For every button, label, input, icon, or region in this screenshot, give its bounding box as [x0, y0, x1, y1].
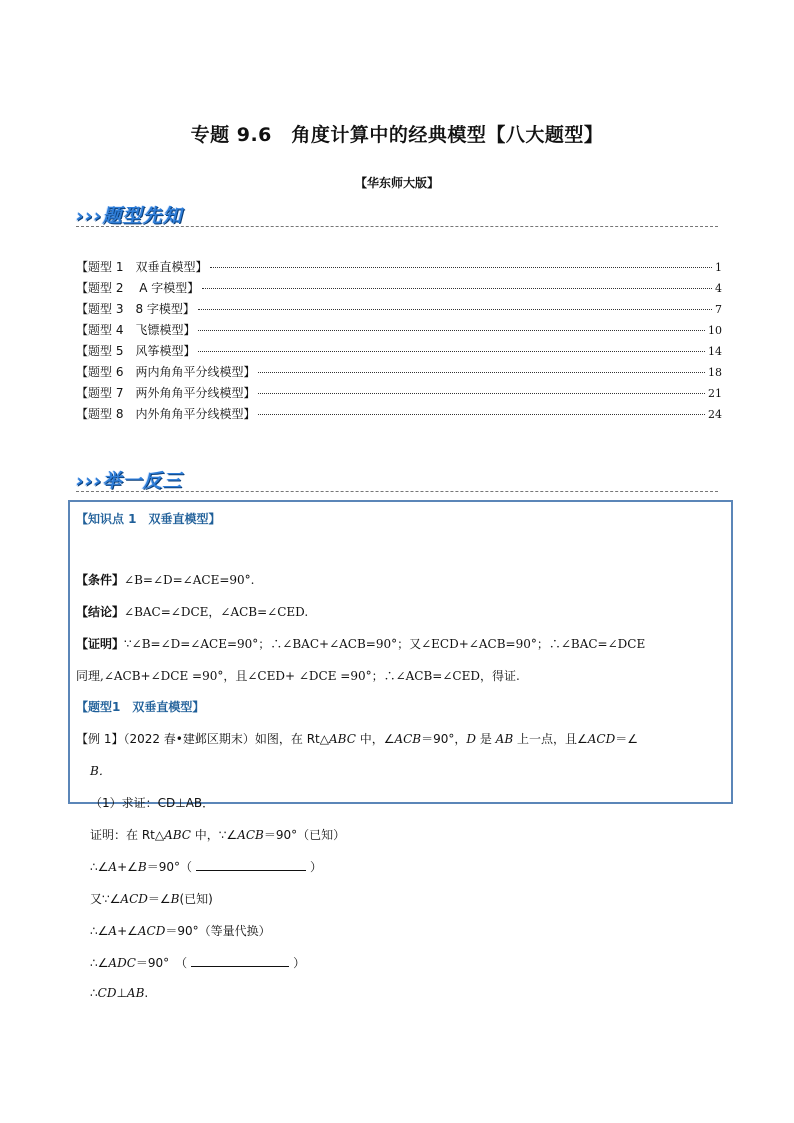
toc-page-number: 24: [708, 408, 722, 421]
toc-page-number: 4: [715, 282, 722, 295]
toc-row[interactable]: 【题型 1 双垂直模型】 1: [76, 260, 722, 274]
toc-page-number: 14: [708, 345, 722, 358]
toc-row[interactable]: 【题型 3 8 字模型】 7: [76, 302, 722, 316]
toc-page-number: 21: [708, 387, 722, 400]
toc-row[interactable]: 【题型 5 风筝模型】 14: [76, 344, 722, 358]
page-title: 专题 9.6 角度计算中的经典模型【八大题型】: [190, 124, 604, 146]
answer-blank[interactable]: [196, 858, 306, 871]
toc-row[interactable]: 【题型 7 两外角角平分线模型】 21: [76, 386, 722, 400]
toc-row[interactable]: 【题型 4 飞镖模型】 10: [76, 323, 722, 337]
page-subtitle: 【华东师大版】: [354, 176, 439, 190]
condition-label: 【条件】: [76, 573, 125, 587]
question-type-heading: 【题型1 双垂直模型】: [76, 700, 205, 714]
examples-banner-label: ›››举一反三: [76, 470, 183, 492]
toc-row[interactable]: 【题型 2 A 字模型】 4: [76, 281, 722, 295]
conclusion-line: [76, 603, 308, 620]
examples-banner: [76, 466, 718, 492]
toc-row[interactable]: 【题型 8 内外角角平分线模型】 24: [76, 407, 722, 421]
conclusion-label: 【结论】: [76, 605, 125, 619]
toc-row[interactable]: 【题型 6 两内角角平分线模型】 18: [76, 365, 722, 379]
proof-label: 【证明】: [76, 637, 125, 651]
condition-line: [76, 571, 254, 588]
overview-banner-label: ›››题型先知: [76, 205, 183, 227]
toc-page-number: 7: [715, 303, 722, 316]
toc-page-number: 10: [708, 324, 722, 337]
example-line-1: 【例 1】（2022 春•建邺区期末）如图，在 Rt△ABC 中，∠ACB＝90°，D 是 AB 上一点，且∠ACD＝∠: [76, 732, 638, 746]
example-line-2: B．: [90, 764, 111, 778]
toc-page-number: 1: [715, 261, 722, 274]
overview-divider: [76, 226, 718, 227]
proof-line: [76, 635, 645, 652]
proof-step-1: 证明：在 Rt△ABC 中，∵∠ACB＝90°（已知）: [90, 828, 346, 842]
conclusion-text: ∠BAC=∠DCE，∠ACB=∠CED.: [124, 605, 309, 619]
proof-step-3: 又∵∠ACD＝∠B(已知): [90, 892, 213, 906]
examples-divider: [76, 491, 718, 492]
knowledge-heading: 【知识点 1 双垂直模型】: [76, 512, 221, 526]
proof-step-4: ∴∠A+∠ACD＝90°（等量代换）: [90, 924, 271, 938]
toc-page-number: 18: [708, 366, 722, 379]
proof-text: ∵∠B=∠D=∠ACE=90°；∴∠BAC+∠ACB=90°；又∠ECD+∠ACB=90°；∴∠BAC=∠DCE: [124, 637, 646, 651]
proof-step-2: ∴∠A+∠B＝90°（ ）: [90, 860, 323, 874]
proof-line-2: 同理,∠ACB+∠DCE =90°，且∠CED+ ∠DCE =90°；∴∠ACB=∠CED，得证.: [76, 669, 520, 683]
overview-banner: [76, 201, 718, 227]
knowledge-box: [68, 500, 733, 810]
proof-step-6: ∴CD⊥AB.: [90, 986, 149, 1000]
table-of-contents: [76, 258, 722, 426]
proof-step-5: ∴∠ADC＝90° （ ）: [90, 956, 306, 970]
answer-blank[interactable]: [191, 954, 289, 967]
example-part-1: （1）求证：CD⊥AB．: [90, 796, 215, 810]
condition-text: ∠B=∠D=∠ACE=90°.: [124, 573, 255, 587]
